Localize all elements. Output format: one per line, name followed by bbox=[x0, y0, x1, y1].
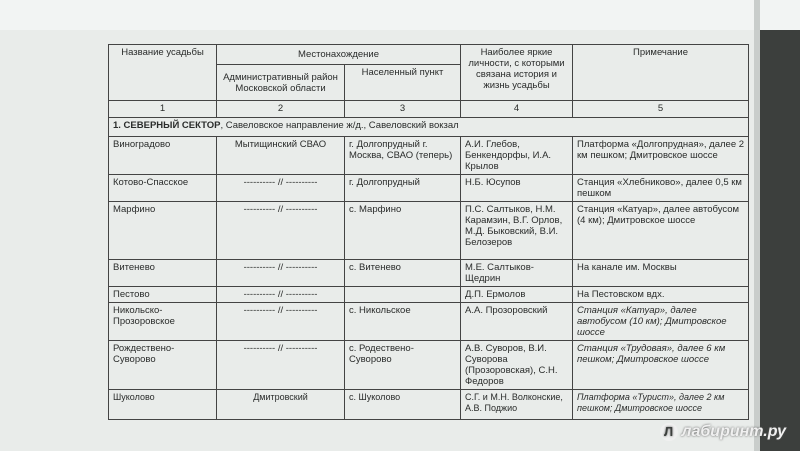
col-num-2: 2 bbox=[217, 101, 345, 118]
cell-town: с. Марфино bbox=[345, 202, 461, 260]
cell-town: с. Никольское bbox=[345, 303, 461, 341]
col-num-1: 1 bbox=[109, 101, 217, 118]
cell-town bbox=[345, 287, 461, 303]
cell-name: Шуколово bbox=[109, 390, 217, 420]
sector-rest: , Савеловское направление ж/д., Савеловский вокзал bbox=[220, 120, 459, 131]
cell-name: Пестово bbox=[109, 287, 217, 303]
col-num-3: 3 bbox=[345, 101, 461, 118]
cell-persons: Д.П. Ермолов bbox=[461, 287, 573, 303]
page-top-strip bbox=[0, 0, 800, 30]
cell-town: с. Витенево bbox=[345, 260, 461, 287]
table-row bbox=[109, 137, 749, 175]
cell-name: Рождествено-Суворово bbox=[109, 341, 217, 390]
cell-district: Мытищинский СВАО bbox=[217, 137, 345, 175]
cell-persons: П.С. Салтыков, Н.М. Карамзин, В.Г. Орлов, М.Д. Быковский, В.И. Белозеров bbox=[461, 202, 573, 260]
cell-persons: А.В. Суворов, В.И. Суворова (Прозоровская), С.Н. Федоров bbox=[461, 341, 573, 390]
table-row bbox=[109, 287, 749, 303]
cell-district: ---------- // ---------- bbox=[217, 287, 345, 303]
cell-name: Виноградово bbox=[109, 137, 217, 175]
table-row bbox=[109, 202, 749, 260]
header-name: Название усадьбы bbox=[109, 45, 217, 101]
sector-cell bbox=[109, 118, 749, 137]
estates-table bbox=[108, 44, 749, 420]
cell-note: На канале им. Москвы bbox=[573, 260, 749, 287]
cell-persons: М.Е. Салтыков-Щедрин bbox=[461, 260, 573, 287]
cell-note: Платформа «Турист», далее 2 км пешком; Дмитровское шоссе bbox=[573, 390, 749, 420]
table-row bbox=[109, 175, 749, 202]
cell-name: Марфино bbox=[109, 202, 217, 260]
sector-row bbox=[109, 118, 749, 137]
cell-district: ---------- // ---------- bbox=[217, 202, 345, 260]
cell-note: Станция «Трудовая», далее 6 км пешком; Дмитровское шоссе bbox=[573, 341, 749, 390]
cell-district: ---------- // ---------- bbox=[217, 341, 345, 390]
cell-note: На Пестовском вдх. bbox=[573, 287, 749, 303]
cell-note: Платформа «Долгопрудная», далее 2 км пешком; Дмитровское шоссе bbox=[573, 137, 749, 175]
header-town: Населенный пункт bbox=[345, 65, 461, 101]
cell-town: с. Родествено-Суворово bbox=[345, 341, 461, 390]
header-location: Местонахождение bbox=[217, 45, 461, 65]
cell-district: ---------- // ---------- bbox=[217, 175, 345, 202]
col-num-4: 4 bbox=[461, 101, 573, 118]
table-row bbox=[109, 341, 749, 390]
cell-town: г. Долгопрудный г. Москва, СВАО (теперь) bbox=[345, 137, 461, 175]
cell-town: с. Шуколово bbox=[345, 390, 461, 420]
header-district: Административный район Московской области bbox=[217, 65, 345, 101]
header-note: Примечание bbox=[573, 45, 749, 101]
cell-persons: С.Г. и М.Н. Волконские, А.В. Поджио bbox=[461, 390, 573, 420]
cell-name: Никольско-Прозоровское bbox=[109, 303, 217, 341]
watermark bbox=[660, 423, 786, 441]
cell-name: Котово-Спасское bbox=[109, 175, 217, 202]
cell-note: Станция «Хлебниково», далее 0,5 км пешком bbox=[573, 175, 749, 202]
cell-name: Витенево bbox=[109, 260, 217, 287]
cell-persons: А.И. Глебов, Бенкендорфы, И.А. Крылов bbox=[461, 137, 573, 175]
cell-district: ---------- // ---------- bbox=[217, 303, 345, 341]
cell-persons: А.А. Прозоровский bbox=[461, 303, 573, 341]
cell-note: Станция «Катуар», далее автобусом (4 км); Дмитровское шоссе bbox=[573, 202, 749, 260]
labirint-logo-icon: Л bbox=[660, 423, 678, 441]
table-row bbox=[109, 390, 749, 420]
cell-note: Станция «Катуар», далее автобусом (10 км); Дмитровское шоссе bbox=[573, 303, 749, 341]
cell-district: ---------- // ---------- bbox=[217, 260, 345, 287]
watermark-text: лабиринт.ру bbox=[681, 423, 786, 440]
cell-district: Дмитровский bbox=[217, 390, 345, 420]
sector-title: 1. СЕВЕРНЫЙ СЕКТОР bbox=[113, 120, 221, 131]
table-row bbox=[109, 260, 749, 287]
table-row bbox=[109, 303, 749, 341]
col-num-5: 5 bbox=[573, 101, 749, 118]
header-persons: Наиболее яркие личности, с которыми связана история и жизнь усадьбы bbox=[461, 45, 573, 101]
cell-persons: Н.Б. Юсупов bbox=[461, 175, 573, 202]
page-edge bbox=[754, 0, 760, 451]
cell-town: г. Долгопрудный bbox=[345, 175, 461, 202]
